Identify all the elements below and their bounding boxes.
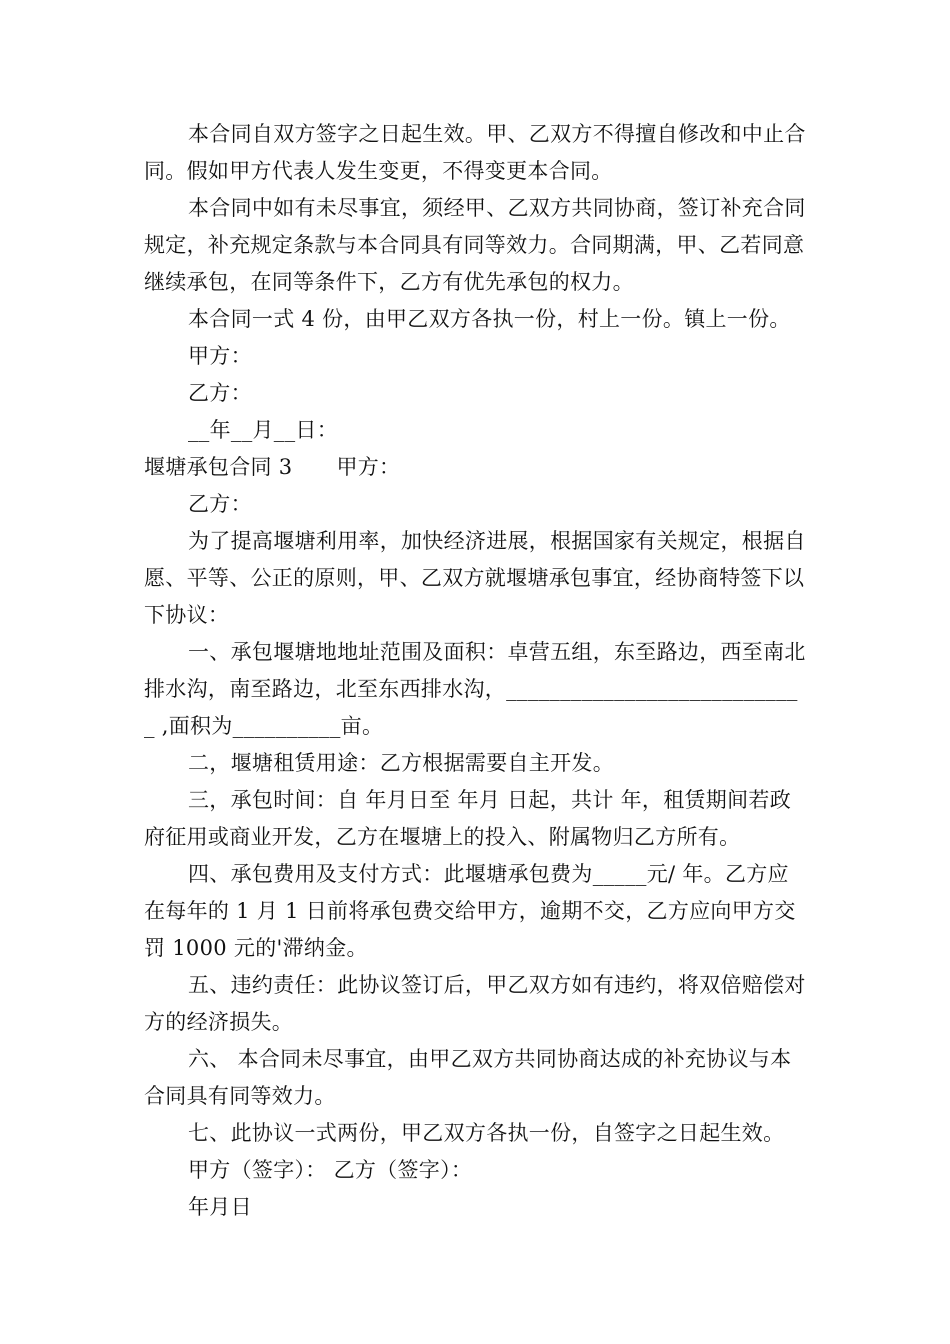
signature-line: 甲方（签字）： 乙方（签字）： bbox=[188, 1158, 473, 1182]
clause-4-fee: 四、承包费用及支付方式：此堰塘承包费为_____元/ 年。乙方应在每年的 1 月 1 日前将承包费交给甲方，逾期不交，乙方应向甲方交罚 1000 元的'滞纳金。 bbox=[144, 862, 796, 960]
clause-3-term: 三，承包时间：自 年月日至 年月 日起，共计 年，租赁期间若政府征用或商业开发，乙方在堰塘上的投入、附属物归乙方所有。 bbox=[144, 788, 791, 849]
clause-7-copies: 七、此协议一式两份，甲乙双方各执一份，自签字之日起生效。 bbox=[188, 1121, 785, 1145]
paragraph-supplement: 本合同中如有未尽事宜，须经甲、乙双方共同协商，签订补充合同规定，补充规定条款与本合同具有同等效力。合同期满，甲、乙若同意继续承包，在同等条件下，乙方有优先承包的权力。 bbox=[144, 196, 806, 294]
clause-6-supplement: 六、 本合同未尽事宜，由甲乙双方共同协商达成的补充协议与本合同具有同等效力。 bbox=[144, 1047, 792, 1108]
clause-2-usage: 二，堰塘租赁用途：乙方根据需要自主开发。 bbox=[188, 751, 614, 775]
paragraph-copies: 本合同一式 4 份，由甲乙双方各执一份，村上一份。镇上一份。 bbox=[188, 307, 791, 331]
section-heading bbox=[144, 449, 808, 486]
clause-5-breach: 五、违约责任：此协议签订后，甲乙双方如有违约，将双倍赔偿对方的经济损失。 bbox=[144, 973, 806, 1034]
party-b-label: 乙方： bbox=[188, 381, 252, 405]
paragraph-preamble: 为了提高堰塘利用率，加快经济进展，根据国家有关规定，根据自愿、平等、公正的原则，甲、乙双方就堰塘承包事宜，经协商特签下以下协议： bbox=[144, 529, 806, 627]
signature-date: 年月日 bbox=[188, 1195, 252, 1219]
document-body bbox=[144, 116, 808, 1226]
party-a-label: 甲方： bbox=[188, 344, 252, 368]
date-line: __年__月__日： bbox=[188, 418, 338, 442]
section-title: 堰塘承包合同 3 bbox=[144, 455, 293, 479]
section-party-b: 乙方： bbox=[188, 492, 252, 516]
paragraph-effective: 本合同自双方签字之日起生效。甲、乙双方不得擅自修改和中止合同。假如甲方代表人发生变更，不得变更本合同。 bbox=[144, 122, 806, 183]
section-party-a: 甲方： bbox=[336, 455, 401, 479]
clause-1-scope: 一、承包堰塘地地址范围及面积：卓营五组，东至路边，西至南北排水沟，南至路边，北至东西排水沟，____________________________ ,面积为__________亩。 bbox=[144, 640, 806, 738]
